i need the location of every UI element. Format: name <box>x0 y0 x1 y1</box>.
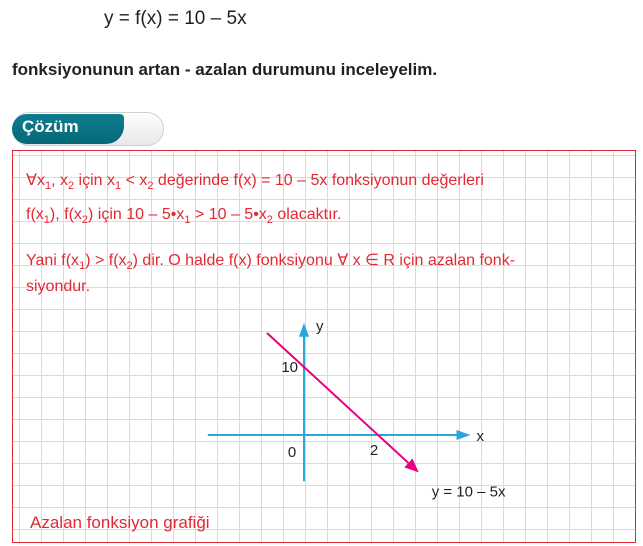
y-axis-label: y <box>316 317 324 335</box>
subscript: 1 <box>44 180 52 193</box>
text-line1-end: değerinde f(x) = 10 – 5x fonksiyonun değerleri <box>153 172 484 189</box>
graph-caption: Azalan fonksiyon grafiği <box>30 513 210 532</box>
function-equation-label: y = 10 – 5x <box>431 483 506 501</box>
intro-text: fonksiyonunun artan - azalan durumunu inceleyelim. <box>12 60 438 79</box>
text-greater-fx: ) > f(x <box>85 252 127 269</box>
text-yani-fx: Yani f(x <box>26 252 80 269</box>
y-intercept-label: 10 <box>281 359 298 376</box>
text-fx: f(x <box>26 206 44 223</box>
origin-label: 0 <box>287 444 297 461</box>
y-axis-arrow <box>299 323 309 337</box>
badge-label: Çözüm <box>22 117 79 136</box>
text-olacaktir: olacaktır. <box>272 206 342 223</box>
subscript: 2 <box>67 180 75 193</box>
text-fx: ), f(x <box>49 206 82 223</box>
subscript: 2 <box>81 214 89 227</box>
text-greater-expression: > 10 – 5•x <box>190 206 267 223</box>
subscript: 2 <box>266 214 273 227</box>
text-icin-expression: ) için 10 – 5•x <box>88 206 185 223</box>
text-x: , x <box>51 172 68 189</box>
text-icin-x: için x <box>74 172 115 189</box>
x-intercept-label: 2 <box>369 442 379 459</box>
subscript: 2 <box>126 260 133 273</box>
x-axis-label: x <box>476 428 484 445</box>
subscript: 1 <box>43 214 50 227</box>
subscript: 1 <box>115 180 122 193</box>
function-formula: y = f(x) = 10 – 5x <box>104 8 247 29</box>
text-forall-x: ∀x <box>26 172 45 189</box>
text-less-than-x: < x <box>121 172 148 189</box>
solution-line-4: siyondur. <box>26 278 91 295</box>
subscript: 1 <box>184 214 191 227</box>
x-axis-arrow <box>457 430 471 440</box>
subscript: 2 <box>147 180 154 193</box>
text-conclusion: ) dir. O halde f(x) fonksiyonu ∀ x ∈ R için azalan fonk- <box>132 252 516 269</box>
subscript: 1 <box>79 260 86 273</box>
